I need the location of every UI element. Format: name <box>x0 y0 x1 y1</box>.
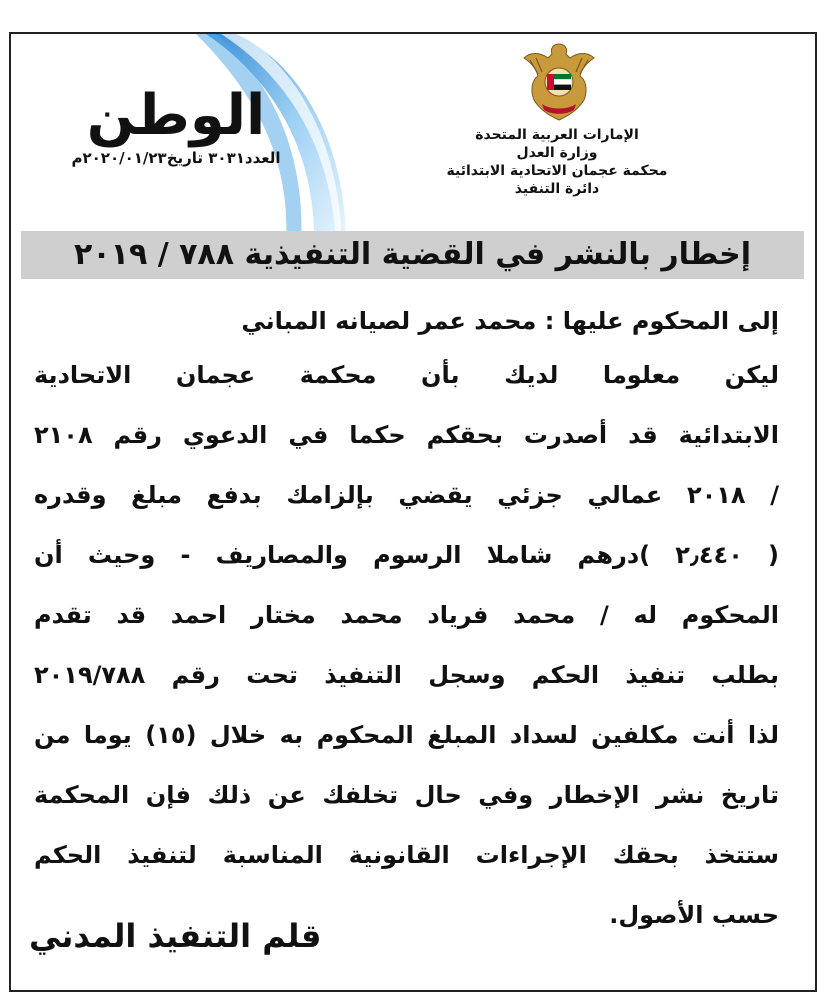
issuing-authority <box>407 126 707 198</box>
body-line: ليكن معلوما لديك بأن محكمة عجمان الاتحادية <box>34 361 779 389</box>
uae-emblem-icon <box>522 40 596 122</box>
department-name: دائرة التنفيذ <box>514 181 600 197</box>
issue-info: العدد٣٠٣١ تاريخ٢٠٢٠/٠١/٢٣م <box>71 149 281 167</box>
court-name: محكمة عجمان الاتحادية الابتدائية <box>446 163 668 179</box>
body-line: / ٢٠١٨ عمالي جزئي يقضي بإلزامك بدفع مبلغ وقدره <box>34 481 779 509</box>
title-bar <box>21 231 804 279</box>
body-line: حسب الأصول. <box>609 901 779 929</box>
body-line: لذا أنت مكلفين لسداد المبلغ المحكوم به خلال (١٥) يوما من <box>34 721 779 749</box>
body-line: تاريخ نشر الإخطار وفي حال تخلفك عن ذلك فإن المحكمة <box>34 781 779 809</box>
body-line: إلى المحكوم عليها : محمد عمر لصيانه المباني <box>241 307 779 335</box>
newspaper-masthead <box>51 84 301 168</box>
signature: قلم التنفيذ المدني <box>29 917 322 955</box>
body-line: الابتدائية قد أصدرت بحقكم حكما في الدعوي رقم ٢١٠٨ <box>34 421 779 449</box>
body-line: ( ٢٫٤٤٠ )درهم شاملا الرسوم والمصاريف - وحيث أن <box>34 541 779 569</box>
notice-title: إخطار بالنشر في القضية التنفيذية ٧٨٨ / ٢٠١٩ <box>74 237 751 272</box>
body-line: ستتخذ بحقك الإجراءات القانونية المناسبة لتنفيذ الحكم <box>34 841 779 869</box>
body-line: المحكوم له / محمد فرياد محمد مختار احمد قد تقدم <box>34 601 779 629</box>
country-name: الإمارات العربية المتحدة <box>475 127 639 143</box>
notice-body <box>34 296 779 950</box>
notice-frame <box>9 32 817 992</box>
ministry-name: وزارة العدل <box>516 145 598 161</box>
newspaper-name: الوطن <box>86 83 266 148</box>
body-line: بطلب تنفيذ الحكم وسجل التنفيذ تحت رقم ٢٠١٩/٧٨٨ <box>34 661 779 689</box>
